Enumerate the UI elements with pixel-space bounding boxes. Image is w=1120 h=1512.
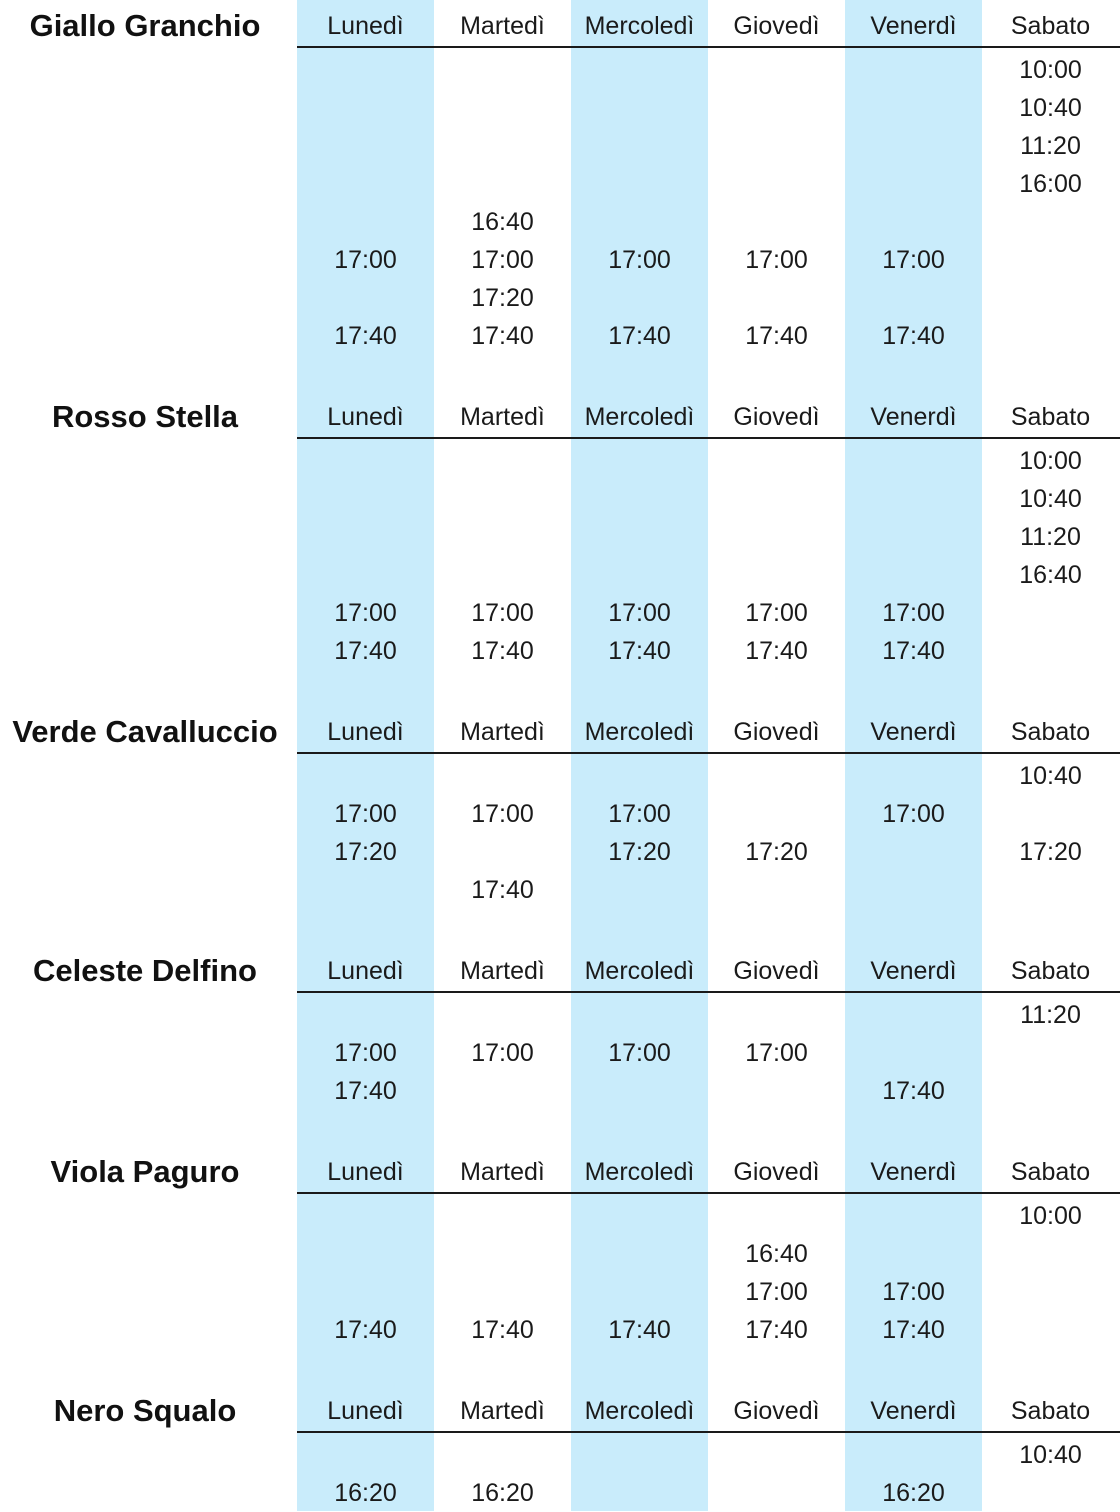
group-title-giallo-granchio: Giallo Granchio (29, 8, 261, 43)
day-header-sabato: Sabato (1010, 1397, 1091, 1425)
time-slot: 17:40 (882, 637, 945, 665)
time-slot: 11:20 (1020, 1001, 1081, 1029)
day-header-sabato: Sabato (1010, 1158, 1091, 1186)
time-slot: 10:40 (1019, 762, 1082, 790)
time-slot: 16:40 (745, 1240, 808, 1268)
day-column-band (297, 0, 434, 1511)
day-header-lunedi: Lunedì (327, 718, 404, 746)
day-column-band (571, 0, 708, 1511)
time-slot: 10:40 (1019, 485, 1082, 513)
time-slot: 17:40 (882, 322, 945, 350)
time-slot: 17:00 (882, 800, 945, 828)
group-title-verde-cavalluccio: Verde Cavalluccio (12, 714, 278, 749)
time-slot: 17:00 (882, 599, 945, 627)
header-divider (297, 1192, 1120, 1194)
time-slot: 17:40 (334, 1077, 397, 1105)
header-divider (297, 46, 1120, 48)
time-slot: 17:40 (471, 1316, 534, 1344)
time-slot: 16:40 (1019, 561, 1082, 589)
header-divider (297, 752, 1120, 754)
time-slot: 11:20 (1020, 132, 1081, 160)
day-header-mercoledi: Mercoledì (584, 718, 695, 746)
group-title-rosso-stella: Rosso Stella (51, 399, 239, 434)
time-slot: 16:20 (334, 1479, 397, 1507)
group-title-nero-squalo: Nero Squalo (53, 1393, 237, 1428)
time-slot: 17:00 (745, 246, 808, 274)
group-title-celeste-delfino: Celeste Delfino (33, 953, 257, 988)
time-slot: 10:00 (1019, 56, 1082, 84)
day-header-sabato: Sabato (1010, 718, 1091, 746)
time-slot: 17:20 (334, 838, 397, 866)
time-slot: 17:00 (471, 1039, 534, 1067)
time-slot: 17:00 (471, 246, 534, 274)
time-slot: 17:40 (608, 637, 671, 665)
time-slot: 17:40 (882, 1077, 945, 1105)
time-slot: 17:40 (745, 637, 808, 665)
day-header-giovedi: Giovedì (733, 1158, 820, 1186)
group-title-viola-paguro: Viola Paguro (50, 1154, 240, 1189)
time-slot: 17:00 (608, 1039, 671, 1067)
day-header-lunedi: Lunedì (327, 403, 404, 431)
time-slot: 17:20 (471, 284, 534, 312)
day-header-martedi: Martedì (460, 12, 545, 40)
day-header-venerdi: Venerdì (870, 12, 957, 40)
day-header-giovedi: Giovedì (733, 1397, 820, 1425)
time-slot: 17:00 (471, 800, 534, 828)
time-slot: 16:00 (1019, 170, 1082, 198)
time-slot: 17:20 (1019, 838, 1082, 866)
time-slot: 17:00 (745, 1278, 808, 1306)
day-header-martedi: Martedì (460, 1158, 545, 1186)
time-slot: 17:00 (334, 246, 397, 274)
header-divider (297, 437, 1120, 439)
time-slot: 17:00 (608, 800, 671, 828)
day-header-mercoledi: Mercoledì (584, 12, 695, 40)
time-slot: 17:40 (608, 322, 671, 350)
time-slot: 17:40 (334, 637, 397, 665)
day-header-sabato: Sabato (1010, 12, 1091, 40)
time-slot: 17:40 (471, 637, 534, 665)
header-divider (297, 991, 1120, 993)
day-header-mercoledi: Mercoledì (584, 1397, 695, 1425)
time-slot: 10:40 (1019, 94, 1082, 122)
day-header-mercoledi: Mercoledì (584, 1158, 695, 1186)
day-header-giovedi: Giovedì (733, 403, 820, 431)
day-header-lunedi: Lunedì (327, 957, 404, 985)
day-header-giovedi: Giovedì (733, 12, 820, 40)
time-slot: 10:00 (1019, 1202, 1082, 1230)
day-header-martedi: Martedì (460, 1397, 545, 1425)
time-slot: 17:20 (608, 838, 671, 866)
time-slot: 17:40 (745, 1316, 808, 1344)
time-slot: 17:00 (608, 246, 671, 274)
time-slot: 17:00 (334, 800, 397, 828)
day-header-venerdi: Venerdì (870, 1158, 957, 1186)
day-header-giovedi: Giovedì (733, 957, 820, 985)
time-slot: 17:40 (608, 1316, 671, 1344)
time-slot: 17:00 (882, 246, 945, 274)
day-header-mercoledi: Mercoledì (584, 403, 695, 431)
day-header-giovedi: Giovedì (733, 718, 820, 746)
time-slot: 17:40 (882, 1316, 945, 1344)
time-slot: 10:40 (1019, 1441, 1082, 1469)
day-header-lunedi: Lunedì (327, 12, 404, 40)
time-slot: 17:40 (334, 322, 397, 350)
day-header-venerdi: Venerdì (870, 957, 957, 985)
day-header-sabato: Sabato (1010, 403, 1091, 431)
day-header-mercoledi: Mercoledì (584, 957, 695, 985)
header-divider (297, 1431, 1120, 1433)
time-slot: 16:20 (882, 1479, 945, 1507)
time-slot: 17:00 (334, 599, 397, 627)
time-slot: 17:00 (608, 599, 671, 627)
day-header-lunedi: Lunedì (327, 1158, 404, 1186)
time-slot: 16:20 (471, 1479, 534, 1507)
day-header-lunedi: Lunedì (327, 1397, 404, 1425)
time-slot: 17:40 (745, 322, 808, 350)
day-header-venerdi: Venerdì (870, 403, 957, 431)
time-slot: 11:20 (1020, 523, 1081, 551)
time-slot: 16:40 (471, 208, 534, 236)
day-header-martedi: Martedì (460, 957, 545, 985)
time-slot: 17:00 (745, 599, 808, 627)
time-slot: 17:40 (334, 1316, 397, 1344)
day-header-martedi: Martedì (460, 718, 545, 746)
day-header-sabato: Sabato (1010, 957, 1091, 985)
day-header-martedi: Martedì (460, 403, 545, 431)
time-slot: 17:40 (471, 322, 534, 350)
time-slot: 10:00 (1019, 447, 1082, 475)
time-slot: 17:00 (882, 1278, 945, 1306)
time-slot: 17:00 (745, 1039, 808, 1067)
time-slot: 17:20 (745, 838, 808, 866)
day-header-venerdi: Venerdì (870, 1397, 957, 1425)
time-slot: 17:00 (471, 599, 534, 627)
time-slot: 17:40 (471, 876, 534, 904)
day-header-venerdi: Venerdì (870, 718, 957, 746)
time-slot: 17:00 (334, 1039, 397, 1067)
